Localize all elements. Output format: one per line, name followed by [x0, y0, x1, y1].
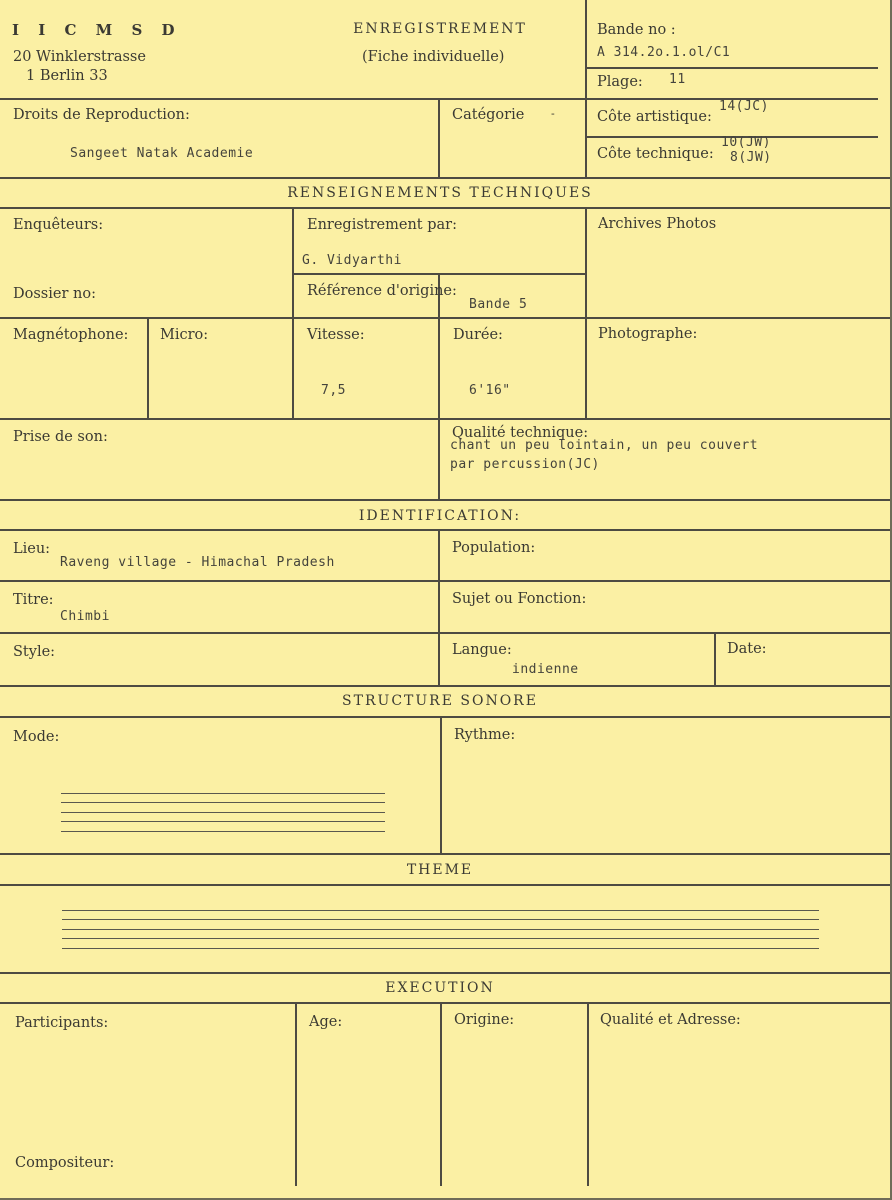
divider [0, 317, 890, 319]
dossier-label: Dossier no: [13, 286, 96, 302]
magnetophone-label: Magnétophone: [13, 327, 129, 343]
langue-label: Langue: [452, 642, 512, 658]
form-subtitle: (Fiche individuelle) [362, 49, 505, 65]
divider [0, 529, 890, 531]
staff-line [62, 948, 819, 949]
vitesse-value: 7,5 [321, 383, 346, 398]
population-label: Population: [452, 540, 536, 556]
section-title-structure: STRUCTURE SONORE [342, 693, 538, 709]
participants-label: Participants: [15, 1015, 109, 1031]
vitesse-label: Vitesse: [307, 327, 365, 343]
divider [0, 499, 890, 501]
bande-value: A 314.2o.1.ol/C1 [597, 45, 731, 60]
section-title-execution: EXECUTION [385, 980, 495, 996]
divider [438, 529, 440, 685]
enregistrement-label: Enregistrement par: [307, 217, 457, 233]
staff-line [61, 802, 385, 803]
categorie-mark: - [551, 107, 555, 120]
cote-technique-value-1: 10(JW) [721, 135, 771, 150]
divider [0, 632, 890, 634]
address-line-2: 1 Berlin 33 [26, 68, 108, 84]
enregistrement-value: G. Vidyarthi [302, 253, 402, 268]
duree-label: Durée: [453, 327, 503, 343]
prise-de-son-label: Prise de son: [13, 429, 108, 445]
divider [295, 1002, 297, 1186]
staff-line [62, 919, 819, 920]
sujet-label: Sujet ou Fonction: [452, 591, 587, 607]
divider [0, 418, 890, 420]
style-label: Style: [13, 644, 56, 660]
divider [0, 716, 890, 718]
divider [585, 0, 587, 177]
titre-label: Titre: [13, 592, 54, 608]
divider [0, 884, 890, 886]
staff-line [61, 821, 385, 822]
divider [440, 716, 442, 853]
institute-logo: I I C M S D [12, 21, 182, 39]
archives-photos-label: Archives Photos [598, 216, 717, 232]
staff-line [62, 929, 819, 930]
divider [147, 317, 149, 418]
divider [438, 317, 440, 418]
date-label: Date: [727, 641, 767, 657]
section-title-identification: IDENTIFICATION: [358, 508, 522, 524]
bande-label: Bande no : [597, 22, 676, 38]
droits-label: Droits de Reproduction: [13, 107, 190, 123]
divider [292, 207, 294, 418]
form-title: ENREGISTREMENT [353, 21, 527, 37]
staff-line [61, 793, 385, 794]
photographe-label: Photographe: [598, 326, 698, 342]
staff-line [61, 831, 385, 832]
divider [585, 207, 587, 418]
divider [0, 207, 890, 209]
micro-label: Micro: [160, 327, 209, 343]
cote-artistique-value: 14(JC) [719, 99, 769, 114]
titre-value: Chimbi [60, 609, 110, 624]
mode-label: Mode: [13, 729, 60, 745]
divider [0, 685, 890, 687]
divider [0, 853, 890, 855]
plage-label: Plage: [597, 74, 643, 90]
cote-technique-value-2: 8(JW) [730, 150, 772, 165]
staff-line [62, 910, 819, 911]
divider [714, 632, 716, 685]
staff-line [61, 812, 385, 813]
langue-value: indienne [512, 662, 579, 677]
droits-value: Sangeet Natak Academie [70, 146, 254, 161]
cote-technique-label: Côte technique: [597, 146, 714, 162]
qualite-technique-value-1: chant un peu lointain, un peu couvert [450, 438, 759, 453]
plage-value: 11 [669, 72, 686, 87]
reference-label: Référence d'origine: [307, 283, 457, 299]
reference-value: Bande 5 [469, 297, 528, 312]
qualite-technique-label: Qualité technique: [452, 425, 589, 441]
divider [585, 67, 878, 69]
compositeur-label: Compositeur: [15, 1155, 115, 1171]
divider [0, 177, 890, 179]
lieu-label: Lieu: [13, 541, 51, 557]
categorie-label: Catégorie [452, 107, 525, 123]
duree-value: 6'16" [469, 383, 511, 398]
qualite-adresse-label: Qualité et Adresse: [600, 1012, 741, 1028]
enqueteurs-label: Enquêteurs: [13, 217, 104, 233]
section-title-technique: RENSEIGNEMENTS TECHNIQUES [287, 185, 593, 201]
origine-label: Origine: [454, 1012, 515, 1028]
section-title-theme: THEME [406, 862, 474, 878]
rythme-label: Rythme: [454, 727, 516, 743]
divider [440, 1002, 442, 1186]
divider [0, 580, 890, 582]
staff-line [62, 938, 819, 939]
address-line-1: 20 Winklerstrasse [13, 49, 146, 65]
divider [0, 1002, 890, 1004]
age-label: Age: [309, 1014, 343, 1030]
divider [438, 418, 440, 499]
cote-artistique-label: Côte artistique: [597, 109, 712, 125]
lieu-value: Raveng village - Himachal Pradesh [60, 555, 335, 570]
divider [587, 1002, 589, 1186]
qualite-technique-value-2: par percussion(JC) [450, 457, 600, 472]
divider [438, 98, 440, 177]
divider [0, 972, 890, 974]
